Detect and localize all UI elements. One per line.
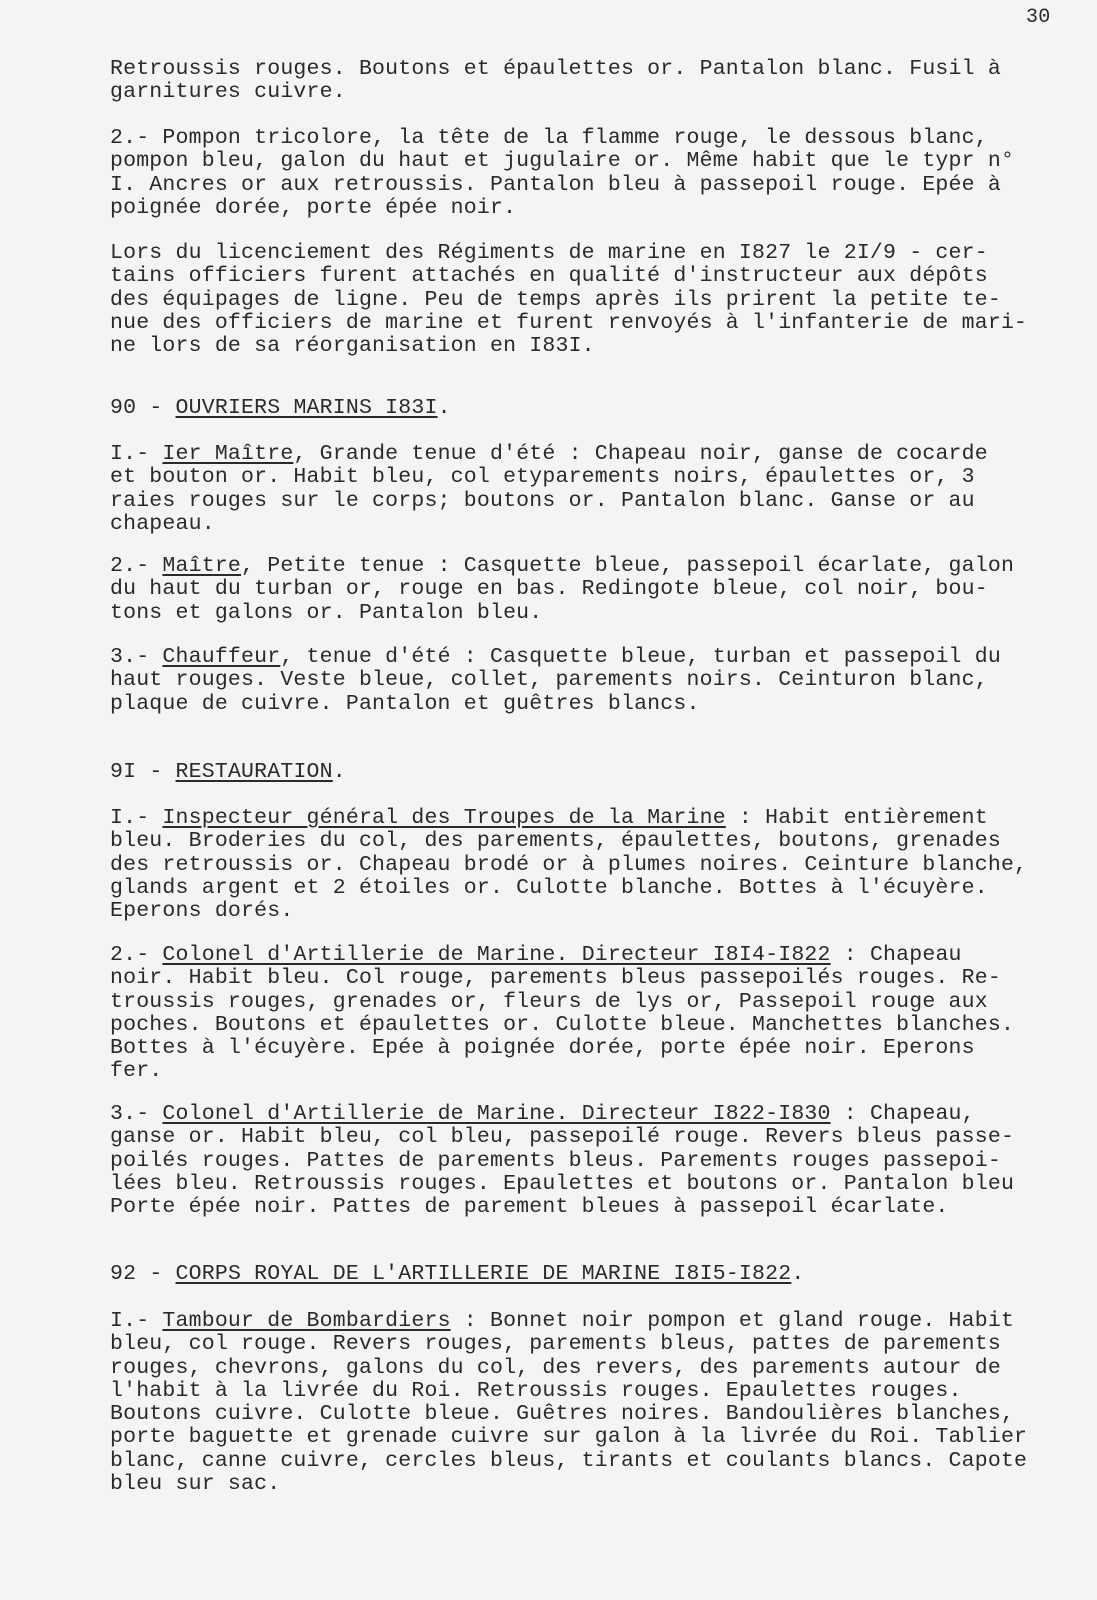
item-first-rest: : Bonnet noir pompon et gland rouge. Habit	[450, 1309, 1015, 1333]
section-number: 9I	[110, 760, 137, 784]
text-line: du haut du turban or, rouge en bas. Redingote bleue, col noir, bou-	[110, 577, 988, 602]
item-prefix: I.-	[110, 806, 163, 830]
text-line: garnitures cuivre.	[110, 80, 346, 105]
item-name: Colonel d'Artillerie de Marine. Directeur I8I4-I822	[162, 943, 831, 967]
text-line: 2.- Pompon tricolore, la tête de la flamme rouge, le dessous blanc,	[110, 126, 988, 150]
section-90-item-3	[110, 646, 1085, 716]
text-line: chapeau.	[110, 511, 215, 536]
section-title-end: .	[437, 396, 451, 420]
text-line: blanc, canne cuivre, cercles bleus, tirants et coulants blancs. Capote	[110, 1448, 1028, 1473]
text-line: Porte épée noir. Pattes de parement bleues à passepoil écarlate.	[110, 1195, 949, 1220]
text-line: I. Ancres or aux retroussis. Pantalon bleu à passepoil rouge. Epée à	[110, 172, 1001, 197]
section-separator: -	[136, 1262, 176, 1286]
section-number: 90	[110, 396, 137, 420]
section-heading-91	[110, 761, 346, 784]
item-prefix: I.-	[110, 1309, 163, 1333]
text-line: Lors du licenciement des Régiments de marine en I827 le 2I/9 - cer-	[110, 241, 988, 265]
text-line: lées bleu. Retroussis rouges. Epaulettes et boutons or. Pantalon bleu	[110, 1171, 1015, 1196]
text-line: raies rouges sur le corps; boutons or. Pantalon blanc. Ganse or au	[110, 488, 975, 513]
item-name: Tambour de Bombardiers	[162, 1309, 451, 1333]
text-line: Eperons dorés.	[110, 899, 294, 924]
section-number: 92	[110, 1262, 137, 1286]
item-name: Ier Maître	[162, 442, 294, 466]
text-line: bleu. Broderies du col, des parements, épaulettes, boutons, grenades	[110, 829, 1001, 854]
item-first-rest: , tenue d'été : Casquette bleue, turban et passepoil du	[280, 645, 1001, 669]
paragraph-continuation	[110, 58, 1085, 105]
item-first-line	[110, 646, 1085, 669]
text-line: Boutons cuivre. Culotte bleue. Guêtres noires. Bandoulières blanches,	[110, 1402, 1015, 1427]
text-line: et bouton or. Habit bleu, col etyparements noirs, épaulettes or, 3	[110, 465, 975, 490]
text-line: Retroussis rouges. Boutons et épaulettes or. Pantalon blanc. Fusil à	[110, 57, 1001, 81]
section-separator: -	[136, 396, 176, 420]
page-number: 30	[1026, 6, 1051, 29]
item-first-rest: : Habit entièrement	[725, 806, 988, 830]
text-line: troussis rouges, grenades or, fleurs de lys or, Passepoil rouge aux	[110, 989, 988, 1014]
paragraph-licenciement	[110, 242, 1085, 358]
item-first-line	[110, 1103, 1085, 1126]
paragraph-item-2	[110, 127, 1085, 220]
section-91-item-2	[110, 944, 1085, 1084]
item-name: Chauffeur	[162, 645, 281, 669]
section-90-item-2	[110, 555, 1085, 625]
item-name: Maître	[162, 554, 242, 578]
item-prefix: 3.-	[110, 645, 163, 669]
text-line: rouges, chevrons, galons du col, des revers, des parements autour de	[110, 1355, 1001, 1380]
section-separator: -	[136, 760, 176, 784]
text-line: noir. Habit bleu. Col rouge, parements bleus passepoilés rouges. Re-	[110, 966, 1001, 991]
text-line: ganse or. Habit bleu, col bleu, passepoilé rouge. Revers bleus passe-	[110, 1125, 1015, 1150]
item-prefix: 3.-	[110, 1102, 163, 1126]
section-title-end: .	[791, 1262, 805, 1286]
text-line: ne lors de sa réorganisation en I83I.	[110, 334, 595, 359]
item-first-rest: , Grande tenue d'été : Chapeau noir, ganse de cocarde	[293, 442, 988, 466]
text-line: tons et galons or. Pantalon bleu.	[110, 600, 543, 625]
section-91-item-3	[110, 1103, 1085, 1219]
section-heading-92	[110, 1263, 804, 1286]
text-line: des retroussis or. Chapeau brodé or à plumes noires. Ceinture blanche,	[110, 852, 1028, 877]
text-line: porte baguette et grenade cuivre sur galon à la livrée du Roi. Tablier	[110, 1425, 1028, 1450]
item-prefix: 2.-	[110, 554, 163, 578]
item-name: Inspecteur général des Troupes de la Marine	[162, 806, 726, 830]
item-first-line	[110, 944, 1085, 967]
section-heading-90	[110, 397, 451, 420]
text-line: poilés rouges. Pattes de parements bleus. Parements rouges passepoi-	[110, 1148, 1001, 1173]
text-line: poches. Boutons et épaulettes or. Culotte bleue. Manchettes blanches.	[110, 1012, 1015, 1037]
item-first-rest: : Chapeau,	[830, 1102, 975, 1126]
section-92-item-1	[110, 1310, 1085, 1496]
text-line: fer.	[110, 1059, 163, 1084]
item-prefix: 2.-	[110, 943, 163, 967]
item-first-line	[110, 555, 1085, 578]
item-first-rest: : Chapeau	[830, 943, 962, 967]
text-line: poignée dorée, porte épée noir.	[110, 195, 517, 220]
section-title: CORPS ROYAL DE L'ARTILLERIE DE MARINE I8I5-I822	[175, 1262, 792, 1286]
text-line: glands argent et 2 étoiles or. Culotte blanche. Bottes à l'écuyère.	[110, 875, 988, 900]
item-name: Colonel d'Artillerie de Marine. Directeur I822-I830	[162, 1102, 831, 1126]
item-first-rest: , Petite tenue : Casquette bleue, passepoil écarlate, galon	[241, 554, 1015, 578]
section-title-end: .	[332, 760, 346, 784]
text-line: des équipages de ligne. Peu de temps après ils prirent la petite te-	[110, 287, 1001, 312]
item-first-line	[110, 1310, 1085, 1333]
text-line: bleu, col rouge. Revers rouges, parements bleus, pattes de parements	[110, 1332, 1001, 1357]
text-line: l'habit à la livrée du Roi. Retroussis rouges. Epaulettes rouges.	[110, 1378, 962, 1403]
text-line: haut rouges. Veste bleue, collet, parements noirs. Ceinturon blanc,	[110, 668, 988, 693]
item-first-line	[110, 443, 1085, 466]
text-line: Bottes à l'écuyère. Epée à poignée dorée, porte épée noir. Eperons	[110, 1036, 975, 1061]
section-90-item-1	[110, 443, 1085, 536]
text-line: tains officiers furent attachés en qualité d'instructeur aux dépôts	[110, 264, 988, 289]
text-line: bleu sur sac.	[110, 1472, 281, 1497]
section-title: RESTAURATION	[175, 760, 333, 784]
text-line: nue des officiers de marine et furent renvoyés à l'infanterie de mari-	[110, 310, 1028, 335]
item-prefix: I.-	[110, 442, 163, 466]
section-91-item-1	[110, 807, 1085, 923]
text-line: pompon bleu, galon du haut et jugulaire or. Même habit que le typr n°	[110, 149, 1015, 174]
text-line: plaque de cuivre. Pantalon et guêtres blancs.	[110, 691, 700, 716]
item-first-line	[110, 807, 1085, 830]
section-title: OUVRIERS MARINS I83I	[175, 396, 438, 420]
